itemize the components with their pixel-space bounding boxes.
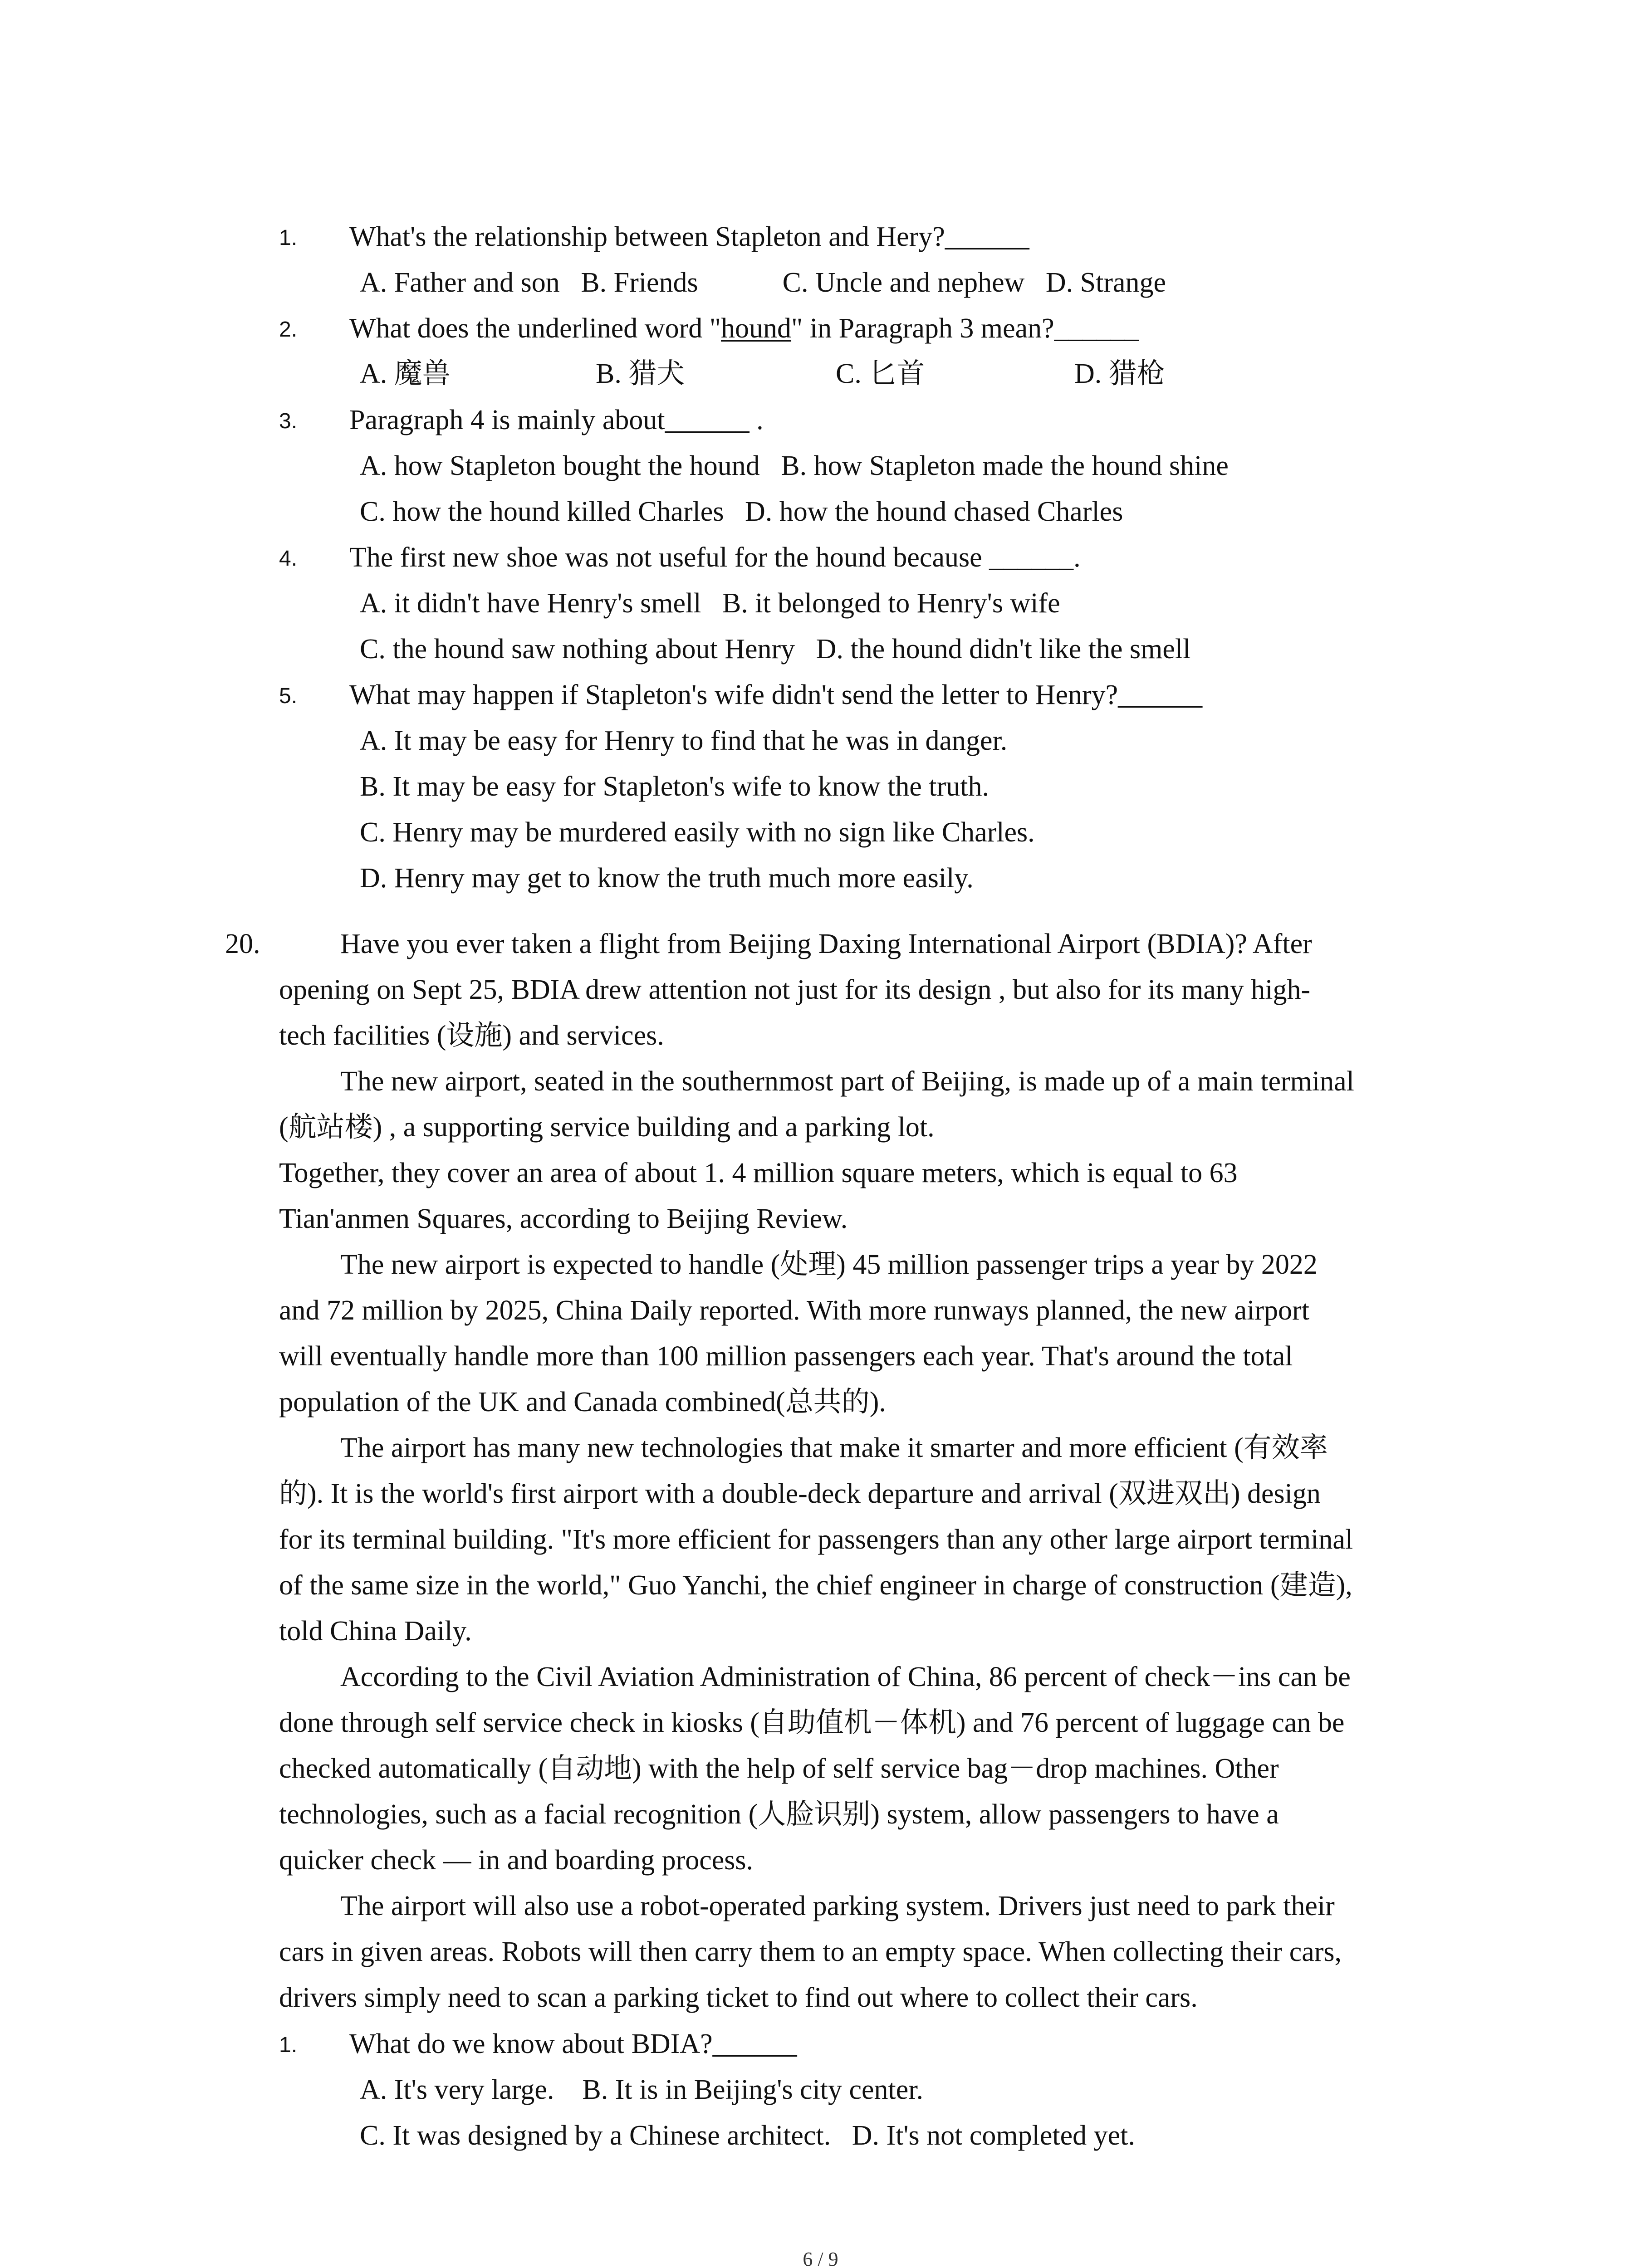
question-options: A. it didn't have Henry's smell B. it belonged to Henry's wife xyxy=(360,588,1060,619)
question-number: 3. xyxy=(279,409,298,433)
question-options: A. It's very large. B. It is in Beijing's city center. xyxy=(360,2074,924,2105)
passage-line: population of the UK and Canada combined(总共的). xyxy=(279,1387,886,1418)
passage-line: According to the Civil Aviation Administration of China, 86 percent of check－ins can be xyxy=(340,1662,1351,1692)
question-options: A. how Stapleton bought the hound B. how Stapleton made the hound shine xyxy=(360,450,1229,481)
passage-line: The airport will also use a robot-operated parking system. Drivers just need to park their xyxy=(340,1891,1335,1921)
passage-line: done through self service check in kiosks (自助值机－体机) and 76 percent of luggage can be xyxy=(279,1707,1345,1738)
passage-line: The airport has many new technologies that make it smarter and more efficient (有效率 xyxy=(340,1432,1328,1463)
question-option: C. Henry may be murdered easily with no sign like Charles. xyxy=(360,817,1035,848)
passage-line: drivers simply need to scan a parking ticket to find out where to collect their cars. xyxy=(279,1982,1198,2013)
page-number: 6 / 9 xyxy=(803,2248,838,2268)
question-text: Paragraph 4 is mainly about______ . xyxy=(349,405,764,435)
question-text: What's the relationship between Stapleton and Hery?______ xyxy=(349,221,1029,252)
question-text: What does the underlined word "hound" in Paragraph 3 mean?______ xyxy=(349,313,1139,344)
question-option: B. It may be easy for Stapleton's wife to know the truth. xyxy=(360,771,989,802)
question-option: A. It may be easy for Henry to find that he was in danger. xyxy=(360,725,1008,756)
underlined-word: hound xyxy=(721,313,792,344)
question-number: 5. xyxy=(279,684,298,708)
question-options: C. the hound saw nothing about Henry D. the hound didn't like the smell xyxy=(360,634,1191,665)
passage-line: quicker check — in and boarding process. xyxy=(279,1845,754,1876)
question-option: D. Henry may get to know the truth much more easily. xyxy=(360,863,974,894)
passage-line: Have you ever taken a flight from Beijing Daxing International Airport (BDIA)? After xyxy=(340,929,1312,959)
question-text: What do we know about BDIA?______ xyxy=(349,2028,797,2059)
passage-line: cars in given areas. Robots will then carry them to an empty space. When collecting their cars, xyxy=(279,1936,1342,1967)
question-options: A. Father and son B. Friends C. Uncle and nephew D. Strange xyxy=(360,267,1166,298)
passage-line: and 72 million by 2025, China Daily reported. With more runways planned, the new airport xyxy=(279,1295,1309,1326)
passage-line: told China Daily. xyxy=(279,1616,472,1647)
passage-line: (航站楼) , a supporting service building and a parking lot. xyxy=(279,1112,935,1143)
question-number: 1. xyxy=(279,226,298,250)
option-a: A. 魔兽 xyxy=(360,358,451,389)
passage-line: of the same size in the world," Guo Yanchi, the chief engineer in charge of construction (建造), xyxy=(279,1570,1352,1601)
question-text: What may happen if Stapleton's wife didn't send the letter to Henry?______ xyxy=(349,679,1203,710)
passage-line: opening on Sept 25, BDIA drew attention not just for its design , but also for its many high- xyxy=(279,974,1311,1005)
question-text: The first new shoe was not useful for the hound because ______. xyxy=(349,542,1081,573)
passage-line: Together, they cover an area of about 1. 4 million square meters, which is equal to 63 xyxy=(279,1158,1238,1188)
option-c: C. 匕首 xyxy=(836,358,925,389)
passage-line: will eventually handle more than 100 million passengers each year. That's around the total xyxy=(279,1341,1293,1372)
passage-line: 的). It is the world's first airport with a double-deck departure and arrival (双进双出) design xyxy=(279,1478,1321,1509)
option-b: B. 猎犬 xyxy=(596,358,685,389)
passage-line: Tian'anmen Squares, according to Beijing Review. xyxy=(279,1203,848,1234)
passage-line: technologies, such as a facial recognition (人脸识别) system, allow passengers to have a xyxy=(279,1799,1279,1830)
question-number: 1. xyxy=(279,2033,298,2057)
passage-line: checked automatically (自动地) with the help of self service bag－drop machines. Other xyxy=(279,1753,1279,1784)
passage-line: for its terminal building. "It's more efficient for passengers than any other large airport terminal xyxy=(279,1524,1353,1555)
option-d: D. 猎枪 xyxy=(1074,358,1165,389)
question-number: 2. xyxy=(279,318,298,342)
question-number: 4. xyxy=(279,547,298,571)
passage-line: tech facilities (设施) and services. xyxy=(279,1020,664,1051)
question-options: C. It was designed by a Chinese architect. D. It's not completed yet. xyxy=(360,2120,1135,2151)
passage-line: The new airport is expected to handle (处理) 45 million passenger trips a year by 2022 xyxy=(340,1249,1318,1280)
section-number: 20. xyxy=(225,929,260,959)
question-options: C. how the hound killed Charles D. how the hound chased Charles xyxy=(360,496,1123,527)
passage-line: The new airport, seated in the southernmost part of Beijing, is made up of a main terminal xyxy=(340,1066,1354,1097)
